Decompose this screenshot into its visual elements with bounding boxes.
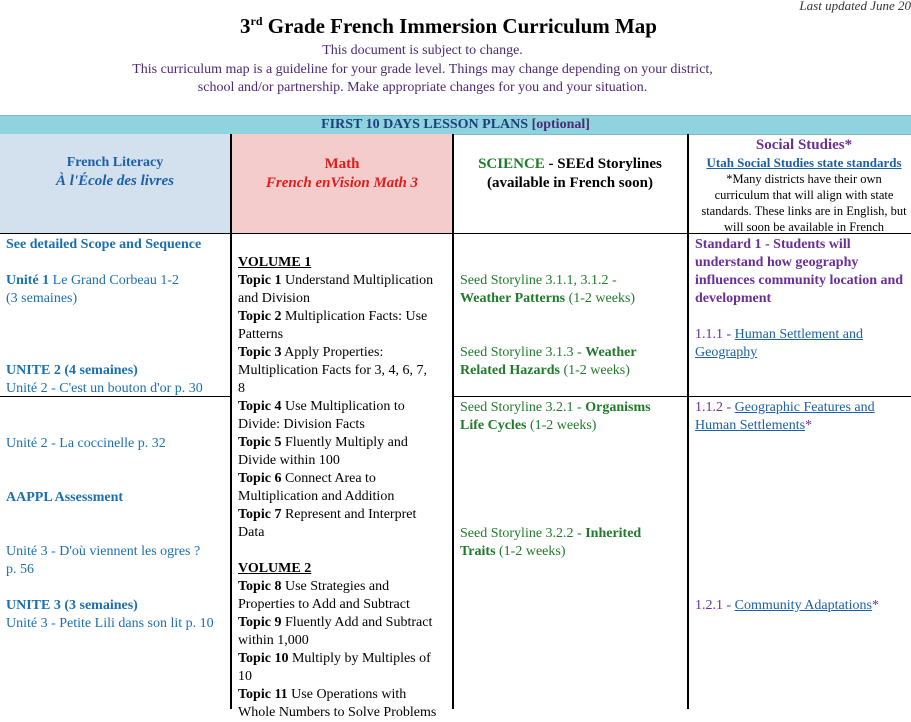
social-1-1-1: 1.1.1 - Human Settlement and Geography [695,327,863,360]
human-settlement-link[interactable]: Human Settlement and [734,327,863,342]
math-topics [238,254,450,722]
unit-3-lesson-a: Unité 3 - D'où viennent les ogres ? p. 56 [6,544,201,577]
math-header-title: Math [324,156,360,172]
math-topic: Topic 5 Fluently Multiply and Divide within 100 [238,435,408,468]
social-1-1-2: 1.1.2 - Geographic Features and Human Settlements* [695,400,875,433]
aappl-assessment: AAPPL Assessment [6,490,124,505]
science-storyline-2: Seed Storyline 3.1.3 - Weather Related Hazards (1-2 weeks) [460,345,637,378]
human-settlement-link-cont[interactable]: Geography [695,345,758,360]
science-storyline-4: Seed Storyline 3.2.2 - Inherited Traits (1-2 weeks) [460,526,642,559]
column-divider [452,134,454,709]
math-topic: Topic 10 Multiply by Multiples of 10 [238,651,431,684]
math-topic: Topic 11 Use Operations with Whole Numbers to Solve Problems [238,687,437,720]
science-header-subtitle: (available in French soon) [487,175,653,191]
math-topic: Topic 1 Understand Multiplication and Division [238,273,434,306]
social-standards-link[interactable]: Utah Social Studies state standards [706,155,902,170]
social-standard-1: Standard 1 - Students will understand how geography influences community location and development [695,237,904,306]
unit-2-lesson-a: Unité 2 - C'est un bouton d'or p. 30 [6,381,203,396]
volume-2-heading: VOLUME 2 [238,561,312,576]
math-topic: Topic 8 Use Strategies and Properties to Add and Subtract [238,579,410,612]
math-topic: Topic 6 Connect Area to Multiplication and Addition [238,471,395,504]
scope-sequence-link[interactable]: See detailed Scope and Sequence [6,237,202,252]
page-title: 3rd Grade French Immersion Curriculum Map [240,14,657,38]
social-note: *Many districts have their own curriculum that will align with state standards. These links are in English, but will soon be available in French [701,172,907,234]
subtitle-line-2: This curriculum map is a guideline for your grade level. Things may change depending on your district, [132,62,713,77]
volume-1-heading: VOLUME 1 [238,255,312,270]
unit-3-lesson-b: Unité 3 - Petite Lili dans son lit p. 10 [6,616,214,631]
math-header-subtitle: French enVision Math 3 [265,175,419,191]
unit-3-heading: UNITE 3 (3 semaines) [6,598,138,613]
math-topic: Topic 9 Fluently Add and Subtract within 1,000 [238,615,433,648]
science-header-title: SCIENCE - SEEd Storylines [478,156,662,172]
literacy-header-subtitle: À l'École des livres [56,173,174,189]
geographic-features-link-cont[interactable]: Human Settlements [695,418,806,433]
column-divider [230,134,232,709]
unit-2-heading: UNITE 2 (4 semaines) [6,363,138,378]
science-storyline-1: Seed Storyline 3.1.1, 3.1.2 - Weather Patterns (1-2 weeks) [460,273,636,306]
unit-2-lesson-b: Unité 2 - La coccinelle p. 32 [6,436,166,451]
social-1-2-1: 1.2.1 - Community Adaptations* [695,598,879,613]
math-topic: Topic 2 Multiplication Facts: Use Patterns [238,309,428,342]
first-10-days-banner[interactable]: FIRST 10 DAYS LESSON PLANS [optional] [0,115,911,135]
unit-1-weeks: (3 semaines) [6,291,78,306]
math-topic: Topic 7 Represent and Interpret Data [238,507,417,540]
subtitle-line-1: This document is subject to change. [322,43,523,58]
math-topic: Topic 4 Use Multiplication to Divide: Division Facts [238,399,405,432]
social-header-title: Social Studies* [755,137,853,153]
community-adaptations-link[interactable]: Community Adaptations [734,598,872,613]
unit-1-entry: Unité 1 Le Grand Corbeau 1-2 [6,273,180,288]
literacy-header-title: French Literacy [66,155,164,170]
last-updated-note: Last updated June 20 [799,0,911,13]
math-topic: Topic 3 Apply Properties: Multiplication Facts for 3, 4, 6, 7, 8 [238,345,427,396]
geographic-features-link[interactable]: Geographic Features and [734,400,875,415]
row-divider [453,396,911,397]
subtitle-line-3: school and/or partnership. Make appropriate changes for you and your situation. [197,80,648,95]
science-storyline-3: Seed Storyline 3.2.1 - Organisms Life Cycles (1-2 weeks) [460,400,651,433]
